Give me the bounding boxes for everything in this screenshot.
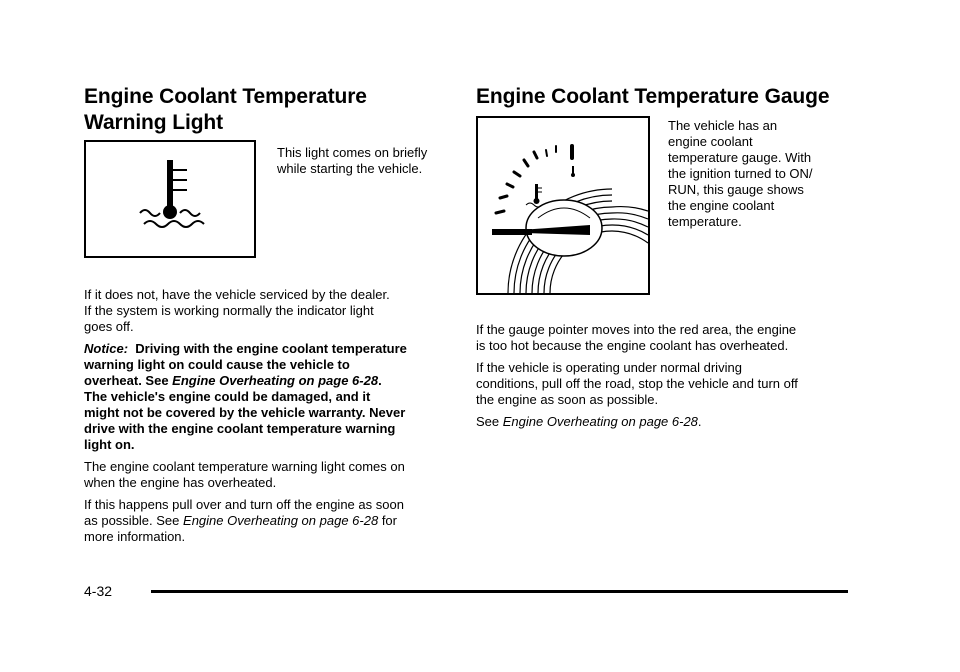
paragraph: If the gauge pointer moves into the red area, the engine is too hot because the engine coolant has overheated.: [476, 322, 797, 353]
section-title-warning-light: Engine Coolant Temperature Warning Light: [84, 85, 367, 134]
coolant-temperature-gauge-icon: [478, 118, 648, 293]
engine-overheating-link[interactable]: Engine Overheating on page 6-28: [172, 373, 379, 388]
paragraph: If the vehicle is operating under normal driving conditions, pull off the road, stop the vehicle and turn off the engine as soon as possible.: [476, 360, 798, 407]
left-body: [84, 287, 456, 545]
right-body: [476, 322, 848, 430]
notice-paragraph: Notice: Driving with the engine coolant temperature warning light on could cause the vehicle to overheat. See Engine Overheating on page 6-28. The vehicle's engine could be damaged, and it might not be covered by the vehicle warranty. Never drive with the engine coolant temperature warning light on.: [84, 341, 407, 452]
coolant-temperature-warning-icon: [86, 142, 254, 256]
left-column: [84, 84, 456, 136]
paragraph: The engine coolant temperature warning light comes on when the engine has overheated.: [84, 459, 405, 490]
paragraph: If it does not, have the vehicle serviced by the dealer. If the system is working normally the indicator light goes off.: [84, 287, 390, 334]
engine-overheating-link[interactable]: Engine Overheating on page 6-28: [183, 513, 379, 528]
gauge-caption: The vehicle has an engine coolant temperature gauge. With the ignition turned to ON/ RUN, this gauge shows the engine coolant temperature.: [668, 118, 813, 229]
gauge-figure: [476, 116, 650, 295]
page-number: 4-32: [84, 583, 113, 599]
footer-divider: [151, 590, 848, 593]
engine-overheating-link[interactable]: Engine Overheating on page 6-28: [502, 414, 698, 429]
warning-light-figure: [84, 140, 256, 258]
section-title-gauge: Engine Coolant Temperature Gauge: [476, 85, 830, 108]
paragraph: If this happens pull over and turn off the engine as soon as possible. See Engine Overheating on page 6-28 for more information.: [84, 497, 404, 544]
right-column: [476, 84, 848, 110]
warning-light-caption: This light comes on briefly while starting the vehicle.: [277, 145, 428, 176]
paragraph: See Engine Overheating on page 6-28.: [476, 414, 702, 429]
